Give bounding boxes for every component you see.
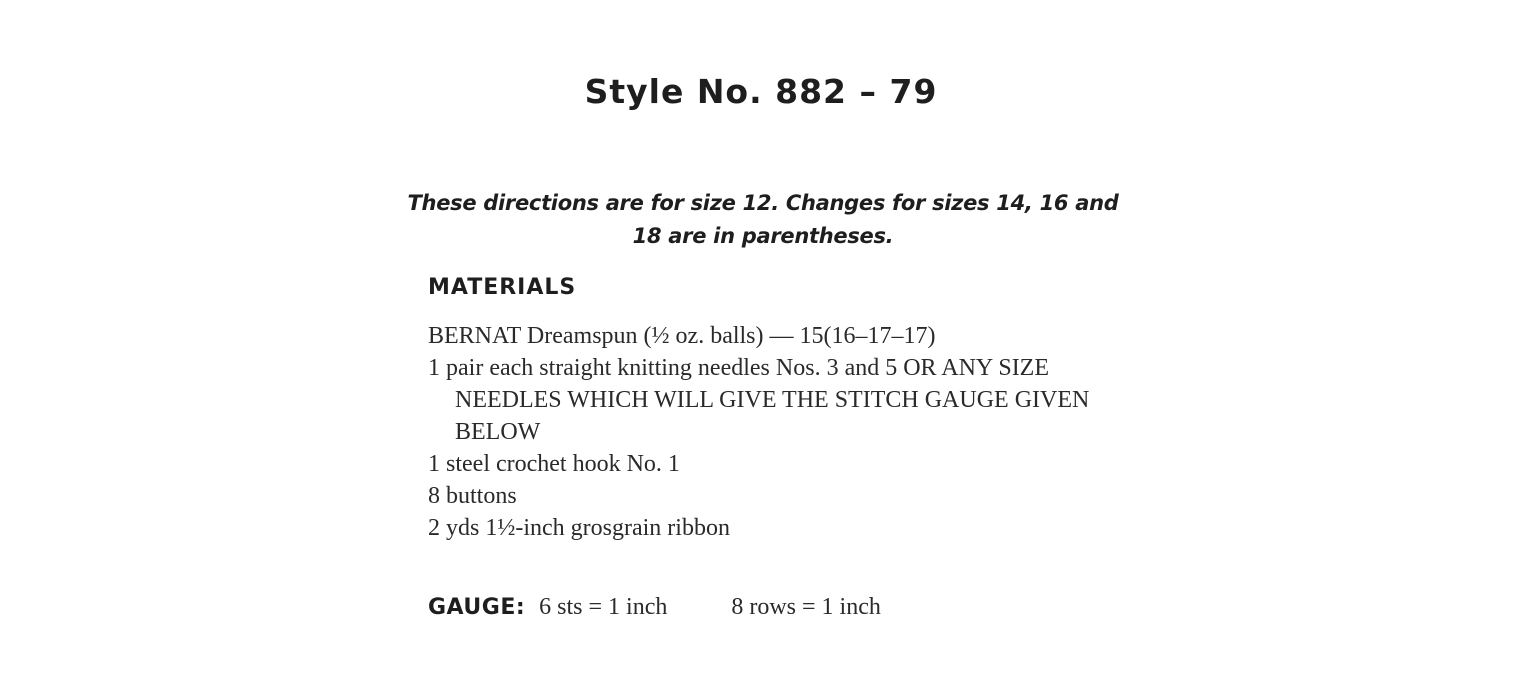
style-title: Style No. 882 – 79 (584, 72, 938, 111)
materials-item-yarn: BERNAT Dreamspun (½ oz. balls) — 15(16–17–17) (428, 323, 936, 349)
materials-list (428, 320, 1118, 544)
gauge-stitches: 6 sts = 1 inch (539, 594, 668, 620)
materials-item-crochet-hook: 1 steel crochet hook No. 1 (428, 451, 680, 477)
materials-item-buttons: 8 buttons (428, 483, 517, 509)
gauge-rows: 8 rows = 1 inch (731, 594, 881, 620)
gauge-line (428, 594, 881, 621)
materials-item-ribbon: 2 yds 1½-inch grosgrain ribbon (428, 515, 730, 541)
materials-heading: MATERIALS (428, 275, 577, 300)
size-directions: These directions are for size 12. Changes for sizes 14, 16 and 18 are in parentheses. (407, 191, 1119, 248)
materials-item-needles: 1 pair each straight knitting needles Nos. 3 and 5 OR ANY SIZE NEEDLES WHICH WILL GIVE THE STITCH GAUGE GIVEN BELOW (428, 355, 1090, 445)
gauge-label: GAUGE: (428, 595, 526, 620)
